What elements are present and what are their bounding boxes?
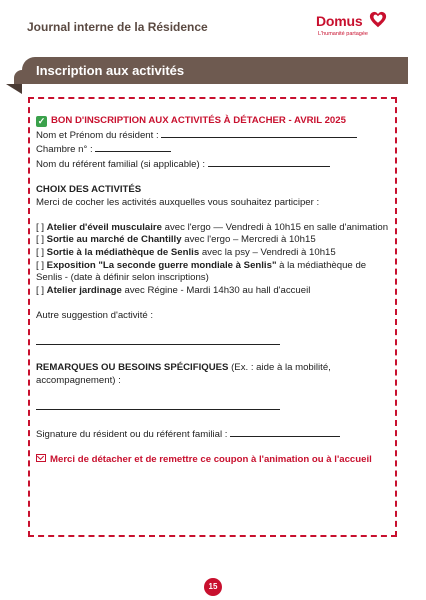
remarks-field [36,400,392,415]
section-title: Inscription aux activités [36,63,185,78]
activity-checkbox: [ ] [36,246,44,258]
coupon-footer-note [36,454,392,467]
logo-tagline: L'humanité partagée [318,31,368,37]
activity-details: avec la psy – Vendredi à 10h15 [199,246,336,258]
activity-item [36,222,392,235]
activity-checkbox: [ ] [36,221,44,233]
activity-details: avec l'ergo – Mercredi à 10h15 [181,234,316,246]
signature-label: Signature du résident ou du référent familial : [36,429,228,441]
logo-word: Domus [316,13,363,29]
referent-blank-line [208,157,330,167]
choices-intro: Merci de cocher les activités auxquelles vous souhaitez participer : [36,196,320,208]
suggestion-blank-line [36,335,280,345]
field-family-referent [36,157,392,172]
activity-item [36,234,392,247]
footer-note-text: Merci de détacher et de remettre ce coupon à l'animation ou à l'accueil [50,454,372,466]
journal-title: Journal interne de la Résidence [27,20,208,34]
activity-item [36,285,392,298]
page-header [0,0,426,48]
activity-details: à la médiathèque de Senlis - (date à définir selon inscriptions) [36,259,367,284]
remarks-blank-line [36,400,280,410]
activity-name: Exposition "La seconde guerre mondiale à Senlis" [46,259,277,271]
field-label: Nom du référent familial (si applicable) : [36,158,206,170]
activity-name: Atelier d'éveil musculaire [46,221,162,233]
check-box-icon: ✓ [37,116,46,126]
suggestion-label: Autre suggestion d'activité : [36,309,154,321]
remarks-heading [36,362,392,387]
activity-name: Atelier jardinage [46,284,122,296]
suggestion-field [36,335,392,350]
remarks-title: REMARQUES OU BESOINS SPÉCIFIQUES [36,362,229,374]
field-label: Nom et Prénom du résident : [36,129,159,141]
registration-coupon [28,97,397,537]
page-number: 15 [204,578,222,596]
domus-logo [316,11,396,43]
activity-item [36,260,392,285]
activity-details: avec l'ergo — Vendredi à 10h15 en salle d'animation [162,221,389,233]
room-blank-line [95,142,171,152]
activity-checkbox: [ ] [36,284,44,296]
activity-name: Sortie au marché de Chantilly [46,234,182,246]
signature-field [36,427,392,442]
coupon-heading [36,115,392,128]
coupon-content [36,115,392,467]
activity-checkbox: [ ] [36,259,44,271]
field-resident-name [36,128,392,143]
choices-title: CHOIX DES ACTIVITÉS [36,183,142,195]
field-room-number [36,142,392,157]
activity-name: Sortie à la médiathèque de Senlis [46,246,200,258]
name-blank-line [161,128,357,138]
envelope-icon [36,454,46,462]
activity-checkbox: [ ] [36,234,44,246]
banner-fold [6,84,22,94]
activity-item [36,247,392,260]
signature-blank-line [230,427,340,437]
activity-details: avec Régine - Mardi 14h30 au hall d'accueil [121,284,311,296]
section-banner [22,57,408,84]
field-label: Chambre n° : [36,144,93,156]
coupon-heading-text: BON D'INSCRIPTION AUX ACTIVITÉS À DÉTACHER - AVRIL 2025 [51,115,346,126]
remarks-note: (Ex. : aide à la mobilité, accompagnement) : [36,362,331,386]
heart-icon [369,11,387,29]
